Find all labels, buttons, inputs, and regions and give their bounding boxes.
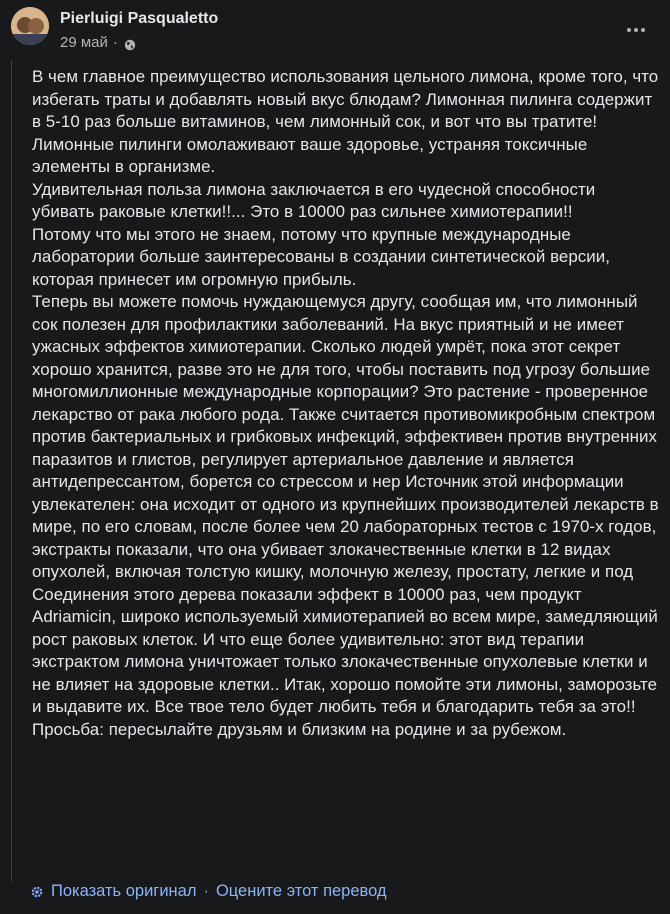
author-name[interactable]: Pierluigi Pasqualetto (60, 10, 219, 27)
meta-separator: · (112, 34, 118, 51)
gear-icon (30, 885, 44, 899)
globe-icon (124, 38, 136, 50)
translation-separator: · (203, 882, 209, 900)
avatar-photo (11, 7, 49, 45)
avatar[interactable] (11, 7, 49, 45)
post-meta (60, 34, 136, 51)
more-options-button[interactable] (624, 18, 648, 42)
post-header (0, 0, 670, 58)
show-original-link[interactable]: Показать оригинал (51, 882, 197, 900)
more-horizontal-icon (626, 27, 646, 33)
translation-bar (30, 882, 387, 901)
post-date[interactable]: 29 май (60, 34, 108, 51)
rate-translation-link[interactable]: Оцените этот перевод (215, 882, 387, 900)
post-text: В чем главное преимущество использования цельного лимона, кроме того, что избегать траты и добавлять новый вкус блюдам? Лимонная пилинга содержит в 5-10 раз больше витаминов, чем лимонный сок, и вот что вы тратите! Лимонные пилинги омолаживают ваше здоровье, устраняя токсичные элементы в организме. Удивительная польза лимона заключается в его чудесной способности убивать раковые клетки!!... Это в 10000 раз сильнее химиотерапии!! Потому что мы этого не знаем, потому что крупные международные лаборатории больше заинтересованы в создании синтетической версии, которая принесет им огромную прибыль. Теперь вы можете помочь нуждающемуся другу, сообщая им, что лимонный сок полезен для профилактики заболеваний. На вкус приятный и не имеет ужасных эффектов химиотерапии. Сколько людей умрёт, пока этот секрет хорошо хранится, разве это не для того, чтобы поставить под угрозу большие многомиллионные международные корпорации? Это растение - проверенное лекарство от рака любого рода. Также считается противомикробным спектром против бактериальных и грибковых инфекций, эффективен против внутренних паразитов и глистов, регулирует артериальное давление и является антидепрессантом, борется со стрессом и нер Источник этой информации увлекателен: она исходит от одного из крупнейших производителей лекарств в мире, по его словам, после более чем 20 лабораторных тестов с 1970-х годов, экстракты показали, что она убивает злокачественные клетки в 12 видах опухолей, включая толстую кишку, молочную железу, простату, легкие и под Соединения этого дерева показали эффект в 10000 раз, чем продукт Adriamicin, широко используемый химиотерапией во всем мире, замедляющий рост раковых клеток. И что еще более удивительно: этот вид терапии экстрактом лимона уничтожает только злокачественные опухолевые клетки и не влияет на здоровые клетки.. Итак, хорошо помойте эти лимоны, заморозьте и выдавите их. Все твое тело будет любить тебя и благодарить тебя за это!! Просьба: пересылайте друзьям и близким на родине и за рубежом. (32, 67, 659, 739)
post-body (11, 60, 659, 882)
